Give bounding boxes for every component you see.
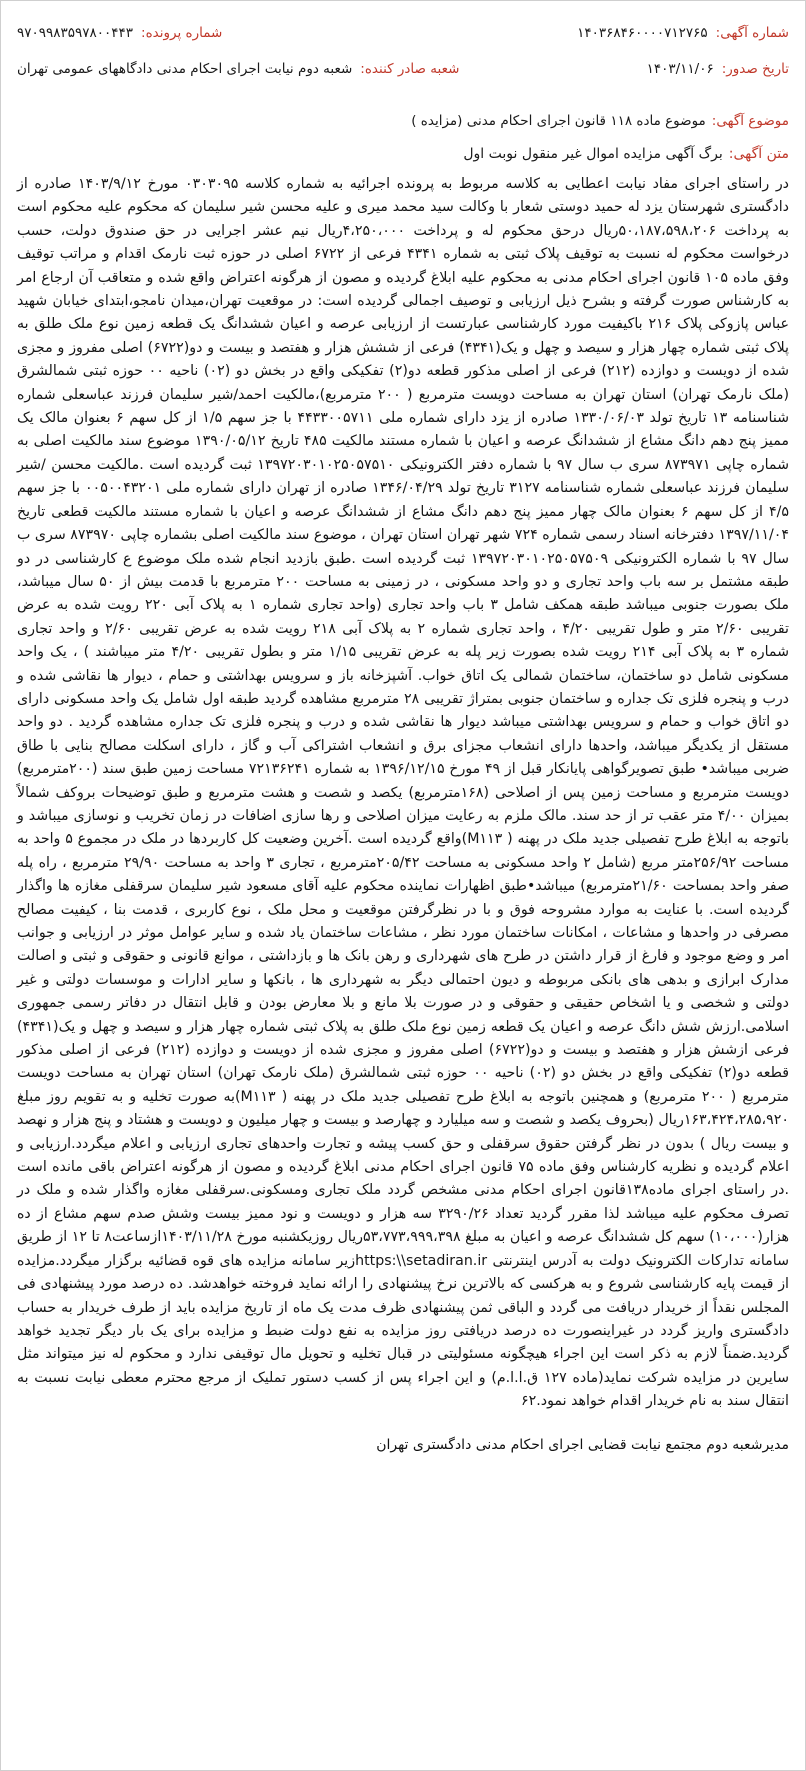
- header-row-2: [17, 59, 789, 79]
- notice-body: در راستای اجرای مفاد نیابت اعطایی به کلاسه مربوط به پرونده اجرائیه به شماره کلاسه ۰۳۰۳۰۹۵ مورخ ۱۴۰۳/۹/۱۲ صادره از دادگستری شهرستان یزد له حمید دوستی شعار با وکالت سید محمد میری و علیه محسن شیر سلیمان که محکوم علیه محکوم است به پرداخت ۵۰،۱۸۷،۵۹۸،۲۰۶ریال درحق محکوم له و پرداخت ۴،۲۵۰،۰۰۰ریال نیم عشر اجرایی در حق صندوق دولت، حسب درخواست محکوم له نسبت به توقیف پلاک ثبتی به شماره ۴۳۴۱ فرعی از ۶۷۲۲ اصلی در حوزه ثبت نارمک اقدام و مراتب توقیف وفق ماده ۱۰۵ قانون اجرای احکام مدنی به محکوم علیه ابلاغ گردیده و مصون از هرگونه اعتراض واقع شده و متعاقب آن ارجاع امر به کارشناس صورت گرفته و بشرح ذیل ارزیابی و توصیف اجمالی گردیده است: در موقعیت تهران،میدان نامجو،ابتدای خیابان شهید عباس پازوکی پلاک ۲۱۶ باکیفیت مورد کارشناسی عبارتست از ارزیابی عرصه و اعیان ششدانگ یک قطعه زمین نوع ملک طلق به پلاک ثبتی شماره چهار هزار و سیصد و چهل و یک(۴۳۴۱) فرعی از ششش هزار و هفتصد و بیست و دو(۶۷۲۲) اصلی مفروز و مجزی شده از دویست و دوازده (۲۱۲) فرعی از اصلی مذکور قطعه دو(۲) تفکیکی واقع در بخش دو (۰۲) ناحیه ۰۰ حوزه ثبتی شمالشرق (ملک نارمک تهران) استان تهران به مساحت دویست مترمربع ( ۲۰۰ مترمربع)،مالکیت احمد/شیر سلیمان فرزند عباسعلی شماره شناسنامه ۱۳ تاریخ تولد ۱۳۳۰/۰۶/۰۳ صادره از یزد دارای شماره ملی ۴۴۳۳۰۰۵۷۱۱ با جز سهم ۱/۵ از کل سهم ۶ بعنوان مالک یک ممیز پنج دهم دانگ مشاع از ششدانگ عرصه و اعیان با شماره مستند مالکیت ۴۸۵ تاریخ ۱۳۹۰/۰۵/۱۲ موضوع سند مالکیت اصلی به شماره چاپی ۸۷۳۹۷۱ سری ب سال ۹۷ با شماره دفتر الکترونیکی ۱۳۹۷۲۰۳۰۱۰۲۵۰۵۷۵۱۰ ثبت گردیده است .مالکیت محسن /شیر سلیمان فرزند عباسعلی شماره شناسنامه ۳۱۲۷ تاریخ تولد ۱۳۴۶/۰۴/۲۹ صادره از تهران دارای شماره ملی ۰۰۵۰۰۴۳۲۰۱ با جز سهم ۴/۵ از کل سهم ۶ بعنوان مالک چهار ممیز پنج دهم دانگ مشاع از ششدانگ عرصه و اعیان با شماره مستند مالکیت قطعی تاریخ ۱۳۹۷/۱۱/۰۴ دفترخانه اسناد رسمی شماره ۷۲۴ شهر تهران استان تهران ، موضوع سند مالکیت اصلی بشماره چاپی ۸۷۳۹۷۰ سری ب سال ۹۷ با شماره الکترونیکی ۱۳۹۷۲۰۳۰۱۰۲۵۰۵۷۵۰۹ ثبت گردیده است .طبق بازدید انجام شده ملک موضوع ع کارشناسی در دو طبقه مشتمل بر سه باب واحد تجاری و دو واحد مسکونی ، در زمینی به مساحت ۲۰۰ مترمربع با قدمت بیش از ۵۰ سال میباشد، ملک بصورت جنوبی میباشد طبقه همکف شامل ۳ باب واحد تجاری (واحد تجاری شماره ۱ به پلاک آبی ۲۲۰ رویت شده به عرض تقریبی ۲/۶۰ متر و طول تقریبی ۴/۲۰ ، واحد تجاری شماره ۲ به پلاک آبی ۲۱۸ رویت شده به عرض تقریبی ۲/۶۰ و واحد تجاری شماره ۳ به پلاک آبی ۲۱۴ رویت شده بصورت زیر پله به عرض تقریبی ۱/۱۵ متر و بطول تقریبی ۴/۲۰ متر میباشند ) ، یک واحد مسکونی شامل دو ساختمان، ساختمان شمالی یک اتاق خواب. آشپزخانه باز و سرویس بهداشتی و حمام ، دیوار ها نقاشی شده و درب و پنجره فلزی تک جداره و ساختمان جنوبی بمتراژ تقریبی ۲۸ مترمربع مشاهده گردید طبقه اول شامل یک واحد مسکونی دارای دو اتاق خواب و حمام و سرویس بهداشتی میباشد دیوار ها نقاشی شده و درب و پنجره فلزی تک جداره مشاهده گردید . دو واحد مستقل از یکدیگر میباشد، واحدها دارای انشعاب مجزای برق و انشعاب اشتراکی آب و گاز ، دارای اسکلت مصالح بنایی با طاق ضربی میباشد• طبق تصویرگواهی پایانکار قبل از ۴۹ مورخ ۱۳۹۶/۱۲/۱۵ به شماره ۷۲۱۳۶۲۴۱ مساحت زمین طبق سند (۲۰۰مترمربع) دویست مترمربع و مساحت زمین پس از اصلاحی (۱۶۸مترمربع) یکصد و شصت و هشت مترمربع و طبق توضیحات بروکف شمالاً بمیزان ۴/۰۰ متر عقب تر از حد سند. مالک ملزم به رعایت میزان اصلاحی و رها سازی اضافات در زمان تخریب و نوسازی میباشد و باتوجه به ابلاغ طرح تفصیلی جدید ملک در پهنه ( M۱۱۳)واقع گردیده است .آخرین وضعیت کل کاربردها در ملک در مجموع ۵ واحد به مساحت ۲۵۶/۹۲متر مربع (شامل ۲ واحد مسکونی به مساحت ۲۰۵/۴۲مترمربع ، تجاری ۳ واحد به مساحت ۲۹/۹۰ مترمربع ، راه پله صفر واحد بمساحت ۲۱/۶۰مترمربع) میباشد•طبق اظهارات نماینده محکوم علیه آقای مسعود شیر سلیمان سرقفلی مغازه ها واگذار گردیده است. با عنایت به موارد مشروحه فوق و با در نظرگرفتن موقعیت و محل ملک ، نوع کاربری ، قدمت بنا ، کیفیت مصالح مصرفی در واحدها و مشاعات ، امکانات ساختمان مورد نظر ، مشاعات ساختمان یاد شده و سایر عوامل موثر در ارزیابی و جوانب امر و وضع موجود و فارغ از قرار داشتن در طرح های شهرداری و رهن بانک ها و بازداشتی ، موانع قانونی و حقوقی و ثبتی و اصالت مدارک ابرازی و بدهی های بانکی مربوطه و دیون احتمالی دیگر به شهرداری ها ، بانکها و سایر ادارات و موسسات دولتی و غیر دولتی و شخصی و یا اشخاص حقیقی و حقوقی و در صورت بلا مانع و بلا معارض بودن و قابل انتقال در دفاتر رسمی جمهوری اسلامی.ارزش شش دانگ عرصه و اعیان یک قطعه زمین نوع ملک طلق به پلاک ثبتی شماره چهار هزار و سیصد و چهل و یک(۴۳۴۱) فرعی ازشش هزار و هفتصد و بیست و دو(۶۷۲۲) اصلی مفروز و مجزی شده از دویست و دوازده (۲۱۲) فرعی از اصلی مذکور قطعه دو(۲) تفکیکی واقع در بخش دو (۰۲) ناحیه ۰۰ حوزه ثبتی شمالشرق (ملک نارمک تهران) استان تهران به مساحت دویست مترمربع ( ۲۰۰ مترمربع) و همچنین باتوجه به ابلاغ طرح تفصیلی جدید ملک در پهنه ( M۱۱۳)به صورت تخلیه و به تقویم روز مبلغ ۱۶۳،۴۲۴،۲۸۵،۹۲۰ریال (بحروف یکصد و شصت و سه میلیارد و چهارصد و بیست و چهار میلیون و دویست و هشتاد و پنج هزار و نهصد و بیست ریال ) بدون در نظر گرفتن حقوق سرقفلی و حق کسب پیشه و تجارت واحدهای تجاری ارزیابی و اعلام میگردد.ارزیابی و اعلام گردیده و نظریه کارشناس وفق ماده ۷۵ قانون اجرای احکام مدنی ابلاغ گردیده و مصون از هرگونه اعتراض باقی مانده است .در راستای اجرای ماده۱۳۸قانون اجرای احکام مدنی مشخص گردد ملک تجاری ومسکونی.سرقفلی مغازه واگذار شده و ملک در تصرف محکوم علیه میباشد لذا مقرر گردید تعداد ۳۲۹۰/۲۶ سه هزار و دویست و نود ممیز بیست وشش صدم سهم مشاع از ده هزار(۱۰،۰۰۰) سهم کل ششدانگ عرصه و اعیان به مبلغ ۵۳،۷۷۳،۹۹۹،۳۹۸ریال روزیکشنبه مورخ ۱۴۰۳/۱۱/۲۸ازساعت۸ تا ۱۲ از طریق سامانه تدارکات الکترونیک دولت به آدرس اینترنتی https:\\setadiran.irزیر سامانه مزایده های قوه قضائیه برگزار میگردد.مزایده از قیمت پایه کارشناسی شروع و به هرکسی که بالاترین نرخ پیشنهادی را ارائه نماید فروخته خواهدشد. ده درصد مورد پیشنهادی فی المجلس نقداً از خریدار دریافت می گردد و الباقی ثمن پیشنهادی ظرف مدت یک ماه از تاریخ مزایده باید از طرف خریدار به حساب دادگستری واریز گردد در غیراینصورت ده درصد دریافتی روز مزایده به نفع دولت ضبط و مزایده برای یک بار دیگر تجدید خواهد گردید.ضمناً لازم به ذکر است این اجراء هیچگونه مسئولیتی در قبال تخلیه و تحویل مال توقیفی ندارد و محکوم له نیز میتواند مثل سایرین در مزایده شرکت نماید(ماده ۱۲۷ ق.ا.ا.م) و این اجراء پس از کسب دستور تملیک از مرجع محترم معطی نیابت نسبت به انتقال سند به نام خریدار اقدام خواهد نمود.۶۲: [17, 176, 790, 1410]
- ad-number-value: ۱۴۰۳۶۸۴۶۰۰۰۰۷۱۲۷۶۵: [577, 25, 708, 41]
- issuer: [17, 59, 459, 79]
- ad-text-title: برگ آگهی مزایده اموال غیر منقول نوبت اول: [463, 146, 723, 162]
- subject-label: موضوع آگهی:: [711, 113, 789, 129]
- ad-subject: [17, 111, 789, 131]
- issue-date-value: ۱۴۰۳/۱۱/۰۶: [646, 61, 714, 77]
- issue-date: [647, 59, 789, 79]
- subject-value: موضوع ماده ۱۱۸ قانون اجرای احکام مدنی (مزایده ): [411, 113, 706, 129]
- header-row-1: [17, 23, 789, 43]
- case-number-value: ۹۷۰۹۹۸۳۵۹۷۸۰۰۴۴۳: [17, 25, 134, 41]
- case-number-label: شماره پرونده:: [141, 25, 223, 41]
- issuer-label: شعبه صادر کننده:: [360, 61, 460, 77]
- ad-number: [577, 23, 789, 43]
- case-number: [17, 23, 222, 43]
- signature-line: مدیرشعبه دوم مجتمع نیابت قضایی اجرای احکام مدنی دادگستری تهران: [376, 1436, 789, 1453]
- issue-date-label: تاریخ صدور:: [721, 61, 789, 77]
- issuer-value: شعبه دوم نیابت اجرای احکام مدنی دادگاههای عمومی تهران: [17, 61, 353, 77]
- ad-text-heading: [17, 143, 789, 165]
- ad-text-label: متن آگهی:: [728, 146, 789, 162]
- ad-number-label: شماره آگهی:: [715, 25, 789, 41]
